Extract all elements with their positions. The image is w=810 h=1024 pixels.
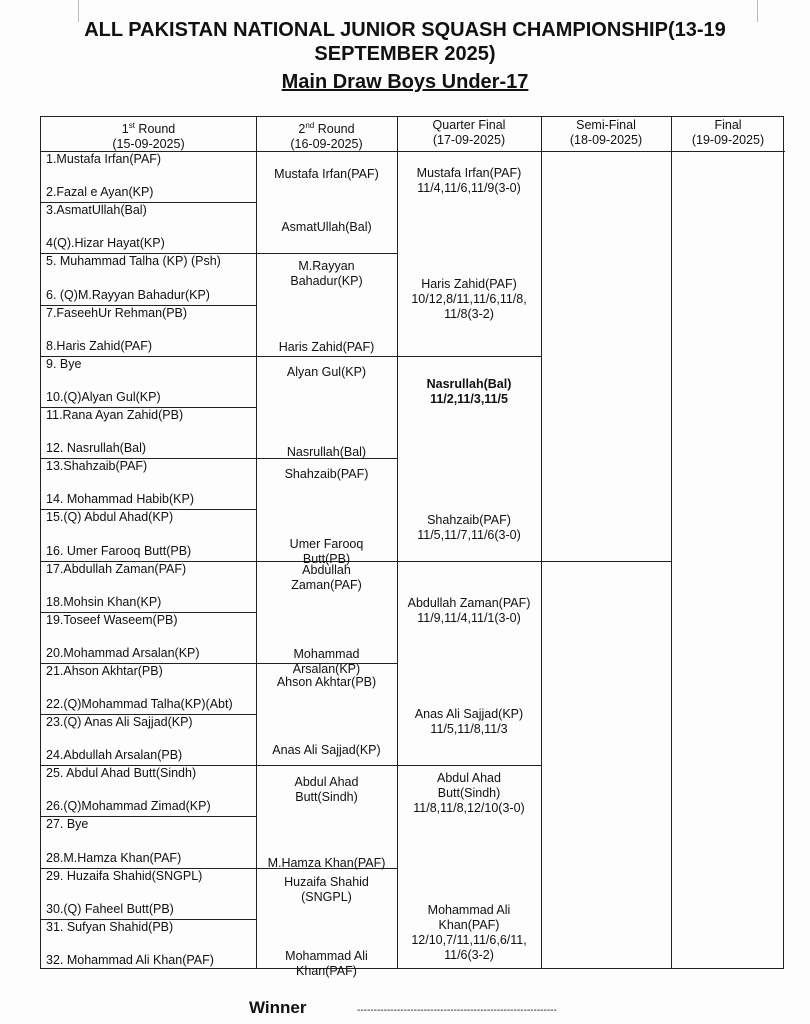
winner-blank-line: ------------------------------------------------------------ (357, 1005, 557, 1016)
round1-player: 30.(Q) Faheel Butt(PB) (46, 901, 174, 916)
title-line-2: SEPTEMBER 2025) (314, 43, 496, 65)
round2-player-line: Zaman(PAF) (291, 577, 362, 592)
round-header-4 (541, 117, 671, 152)
round-name (41, 118, 256, 137)
quarter-final-line: Mohammad Ali (427, 902, 511, 917)
quarter-final-line: Abdul Ahad (437, 771, 501, 786)
round1-player: 18.Mohsin Khan(KP) (46, 594, 162, 609)
round2-player (256, 856, 397, 871)
round-date: (18-09-2025) (569, 133, 643, 147)
round1-player: 20.Mohammad Arsalan(KP) (46, 645, 200, 660)
round2-player-line: Nasrullah(Bal) (286, 444, 367, 459)
round2-player-line: Abdul Ahad (294, 774, 359, 789)
round2-player-line: Alyan Gul(KP) (286, 365, 367, 380)
column-divider (671, 117, 672, 968)
round-date: (15-09-2025) (112, 137, 185, 152)
draw-subtitle (0, 71, 810, 94)
round-header-5 (671, 117, 785, 152)
round1-player: 25. Abdul Ahad Butt(Sindh) (46, 766, 197, 781)
round1-player: 31. Sufyan Shahid(PB) (46, 919, 174, 934)
round1-player: 11.Rana Ayan Zahid(PB) (46, 407, 184, 422)
round2-player-line: Butt(Sindh) (295, 789, 358, 804)
round2-player (256, 340, 397, 355)
round2-player-line: Haris Zahid(PAF) (278, 339, 375, 354)
round1-player: 13.Shahzaib(PAF) (46, 459, 148, 474)
round1-player: 3.AsmatUllah(Bal) (46, 203, 147, 218)
round2-player (256, 365, 397, 380)
round2-player-line: Mohammad (293, 646, 360, 661)
round2-player-line: Shahzaib(PAF) (284, 466, 369, 481)
round1-player: 26.(Q)Mohammad Zimad(KP) (46, 799, 211, 814)
round-name-text: 1 (121, 122, 129, 137)
quarter-final-line: 11/5,11/7,11/6(3-0) (417, 527, 521, 542)
round1-player: 5. Muhammad Talha (KP) (Psh) (46, 254, 221, 269)
round1-player: 8.Haris Zahid(PAF) (46, 338, 153, 353)
quarter-final-line: Anas Ali Sajjad(KP) (414, 707, 524, 722)
quarter-final-line: 11/4,11/6,11/9(3-0) (417, 180, 521, 195)
round1-player: 19.Toseef Waseem(PB) (46, 612, 178, 627)
round-name-text: Semi-Final (576, 118, 636, 132)
round2-player (256, 167, 397, 182)
quarter-final-line: 11/8(3-2) (444, 307, 494, 322)
round-name (541, 118, 671, 133)
quarter-final-line: 11/6(3-2) (444, 947, 494, 962)
round1-player: 21.Ahson Akhtar(PB) (46, 663, 163, 678)
round1-player: 15.(Q) Abdul Ahad(KP) (46, 510, 174, 525)
quarter-final-result (397, 707, 541, 737)
round2-player (256, 259, 397, 289)
round-name (671, 118, 785, 133)
quarter-final-result (397, 596, 541, 626)
round-name (397, 118, 541, 133)
quarter-final-result (397, 166, 541, 196)
quarter-final-line: Haris Zahid(PAF) (421, 277, 517, 292)
round1-player: 7.FaseehUr Rehman(PB) (46, 305, 188, 320)
round2-player-line: Khan(PAF) (296, 963, 357, 978)
round2-player-line: Mustafa Irfan(PAF) (274, 167, 379, 182)
round-name-text: Quarter Final (432, 118, 506, 132)
round2-player-line: Bahadur(KP) (290, 274, 363, 289)
round1-player: 16. Umer Farooq Butt(PB) (46, 543, 192, 558)
round-header-2 (256, 117, 397, 152)
round2-player (256, 220, 397, 235)
round1-player: 9. Bye (46, 356, 82, 371)
round2-player (256, 743, 397, 758)
column-divider (541, 117, 542, 968)
quarter-final-line: 11/5,11/8,11/3 (430, 722, 508, 737)
quarter-final-line: Shahzaib(PAF) (427, 512, 511, 527)
round2-player-line: M.Hamza Khan(PAF) (267, 855, 386, 870)
round1-player: 4(Q).Hizar Hayat(KP) (46, 236, 165, 251)
round2-player-line: (SNGPL) (301, 889, 352, 904)
round1-player: 14. Mohammad Habib(KP) (46, 492, 194, 507)
round1-player: 1.Mustafa Irfan(PAF) (46, 152, 162, 166)
round-name-text: Final (714, 118, 742, 132)
round2-player-line: Umer Farooq (289, 536, 364, 551)
winner-label: Winner (249, 998, 307, 1017)
round-ordinal: nd (305, 121, 315, 130)
round2-player-line: Butt(PB) (302, 551, 351, 566)
round-header-3 (397, 117, 541, 152)
quarter-final-line: 11/8,11/8,12/10(3-0) (413, 801, 525, 816)
round-name-suffix: Round (134, 122, 176, 137)
title-line-1: ALL PAKISTAN NATIONAL JUNIOR SQUASH CHAMPIONSHIP(13-19 (84, 19, 726, 41)
round2-player-line: Huzaifa Shahid (284, 874, 369, 889)
quarter-final-result (397, 771, 541, 816)
round2-player (256, 775, 397, 805)
round2-player (256, 445, 397, 460)
round-header-1 (41, 117, 256, 152)
quarter-final-result (397, 903, 541, 963)
round1-player: 24.Abdullah Arsalan(PB) (46, 748, 183, 763)
round2-player-line: Arsalan(KP) (292, 661, 361, 676)
bracket-divider (41, 356, 541, 357)
quarter-final-result (397, 277, 541, 322)
quarter-final-line: Mustafa Irfan(PAF) (416, 165, 522, 180)
quarter-final-line: Butt(Sindh) (437, 786, 501, 801)
round2-player (256, 875, 397, 905)
round-name-suffix: Round (314, 122, 355, 137)
round1-player: 27. Bye (46, 817, 89, 832)
round-date: (19-09-2025) (691, 133, 765, 147)
round1-player: 29. Huzaifa Shahid(SNGPL) (46, 868, 203, 883)
quarter-final-line: Nasrullah(Bal) (426, 376, 512, 391)
round-name-text: 2 (298, 122, 306, 137)
round2-player (256, 467, 397, 482)
round1-player: 2.Fazal e Ayan(KP) (46, 185, 154, 200)
round1-player: 32. Mohammad Ali Khan(PAF) (46, 953, 214, 967)
round1-player: 6. (Q)M.Rayyan Bahadur(KP) (46, 287, 210, 302)
round1-player: 22.(Q)Mohammad Talha(KP)(Abt) (46, 697, 233, 712)
round1-player: 17.Abdullah Zaman(PAF) (46, 561, 187, 576)
draw-bracket-table (40, 116, 784, 978)
quarter-final-line: 12/10,7/11,11/6,6/11, (411, 932, 527, 947)
round-date: (16-09-2025) (290, 137, 363, 152)
quarter-final-line: Khan(PAF) (438, 917, 500, 932)
round1-player: 28.M.Hamza Khan(PAF) (46, 850, 182, 865)
round2-player (256, 949, 397, 979)
quarter-final-line: 10/12,8/11,11/6,11/8, (411, 292, 527, 307)
round2-player (256, 563, 397, 593)
quarter-final-line: Abdullah Zaman(PAF) (407, 595, 531, 610)
round-name (256, 118, 397, 137)
round2-player-line: M.Rayyan (298, 259, 355, 274)
round2-player-line: Mohammad Ali (285, 948, 368, 963)
round2-player (256, 647, 397, 677)
round2-player-line: AsmatUllah(Bal) (281, 219, 372, 234)
round2-player-line: Anas Ali Sajjad(KP) (272, 742, 381, 757)
round-ordinal: st (128, 121, 135, 130)
round1-player: 23.(Q) Anas Ali Sajjad(KP) (46, 715, 193, 730)
quarter-final-result (397, 377, 541, 407)
round-date: (17-09-2025) (432, 133, 506, 147)
quarter-final-line: 11/9,11/4,11/1(3-0) (417, 610, 521, 625)
round2-player (256, 675, 397, 690)
draw-subtitle-text: Main Draw Boys Under-17 (281, 71, 529, 93)
round1-player: 12. Nasrullah(Bal) (46, 441, 147, 456)
round1-player: 10.(Q)Alyan Gul(KP) (46, 389, 161, 404)
quarter-final-line: 11/2,11/3,11/5 (430, 391, 508, 406)
quarter-final-result (397, 513, 541, 543)
round2-player-line: Abdullah (302, 562, 351, 577)
page-title (0, 18, 810, 66)
round2-player-line: Ahson Akhtar(PB) (276, 675, 377, 690)
